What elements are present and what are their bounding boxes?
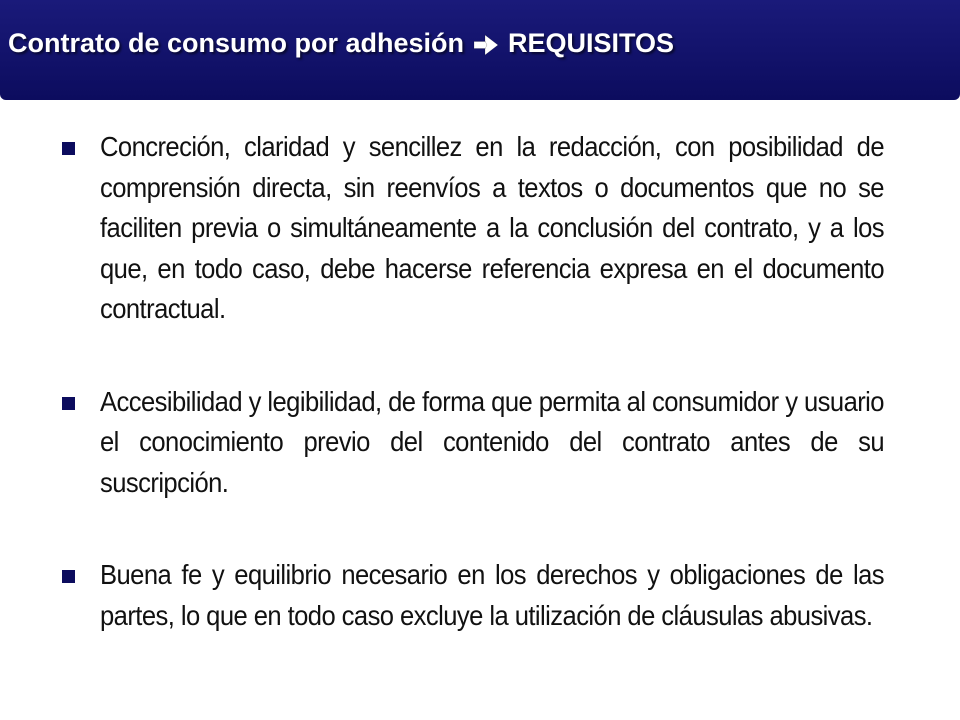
title-section-text: REQUISITOS: [508, 28, 675, 58]
bullet-text: Accesibilidad y legibilidad, de forma que permita al consumidor y usuario el conocimiento previo del contenido del contrato antes de su suscripción.: [100, 385, 884, 498]
title-bar: [0, 0, 960, 100]
list-item: [60, 127, 882, 330]
slide-title: [8, 28, 674, 59]
bullet-text: Buena fe y equilibrio necesario en los derechos y obligaciones de las partes, lo que en todo caso excluye la utilización de cláusulas abusivas.: [100, 559, 884, 631]
title-main-text: Contrato de consumo por adhesión: [8, 28, 465, 58]
right-arrow-icon: [472, 33, 500, 57]
square-bullet-icon: [62, 142, 75, 155]
square-bullet-icon: [62, 570, 75, 583]
bullet-list: [60, 127, 882, 636]
bullet-text: Concreción, claridad y sencillez en la redacción, con posibilidad de comprensión directa, sin reenvíos a textos o documentos que no se faciliten previa o simultáneamente a la conclusión del contrato, y a los que, en todo caso, debe hacerse referencia expresa en el documento contractual.: [100, 131, 884, 324]
list-item: [60, 382, 882, 504]
square-bullet-icon: [62, 397, 75, 410]
list-item: [60, 555, 882, 636]
